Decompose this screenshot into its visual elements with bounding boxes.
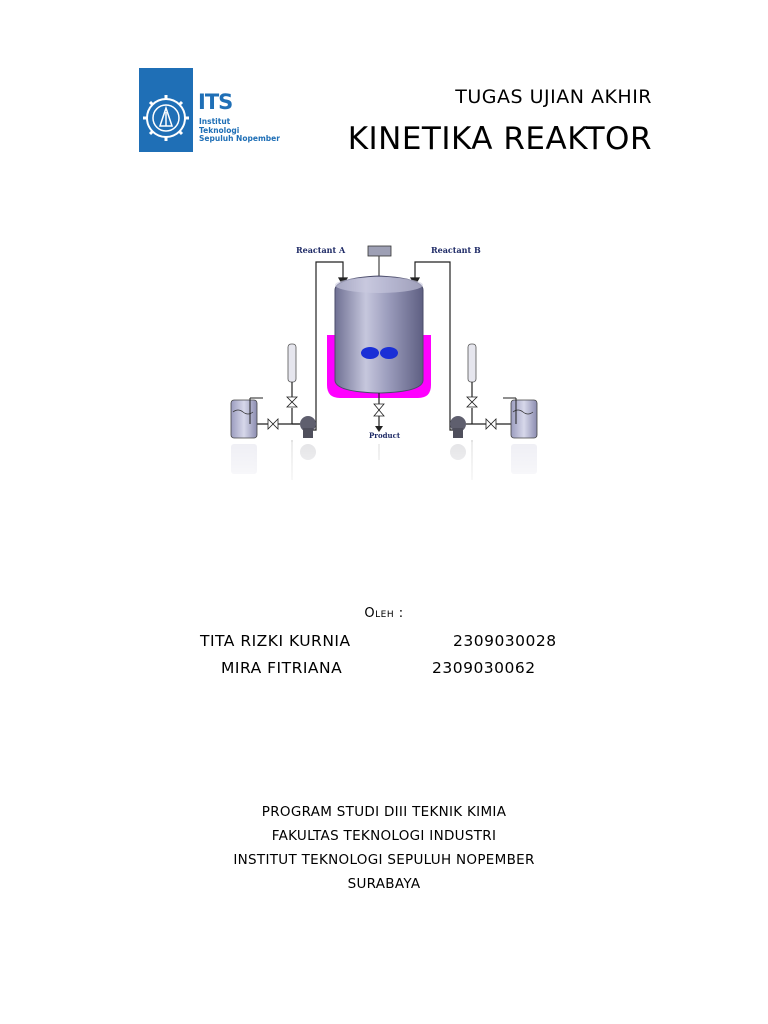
faculty-name: FAKULTAS TEKNOLOGI INDUSTRI — [271, 828, 497, 844]
feed-tank-b — [511, 400, 537, 438]
document-subtitle: TUGAS UJIAN AKHIR — [455, 86, 652, 108]
university-name: INSTITUT TEKNOLOGI SEPULUH NOPEMBER — [233, 852, 535, 868]
rotameter-left-icon — [288, 344, 296, 382]
reactor-diagram — [218, 240, 548, 505]
author-name: TITA RIZKI KURNIA — [200, 632, 351, 650]
program-name: PROGRAM STUDI DIII TEKNIK KIMIA — [261, 804, 507, 820]
reactor-tank — [335, 276, 423, 393]
feed-tank-a — [231, 400, 257, 438]
its-emblem-icon — [139, 68, 193, 152]
label-reactant-b: Reactant B — [431, 245, 481, 255]
logo-subtext — [199, 118, 280, 144]
logo-wordmark: ITS — [198, 90, 233, 114]
author-nrp: 2309030028 — [453, 632, 557, 650]
label-product: Product — [369, 431, 401, 440]
city-name: SURABAYA — [347, 876, 421, 892]
author-name: MIRA FITRIANA — [221, 659, 343, 677]
label-reactant-a: Reactant A — [296, 245, 346, 255]
author-by-label: Oleh : — [364, 606, 404, 621]
motor-icon — [368, 246, 391, 256]
author-nrp: 2309030062 — [432, 659, 536, 677]
document-title: KINETIKA REAKTOR — [347, 121, 652, 157]
rotameter-right-icon — [468, 344, 476, 382]
logo-sub-line: Institut — [199, 117, 231, 126]
logo-sub-line: Sepuluh Nopember — [199, 134, 280, 143]
logo-sub-line: Teknologi — [199, 125, 240, 135]
impeller-icon — [361, 347, 379, 359]
its-logo — [139, 68, 193, 152]
